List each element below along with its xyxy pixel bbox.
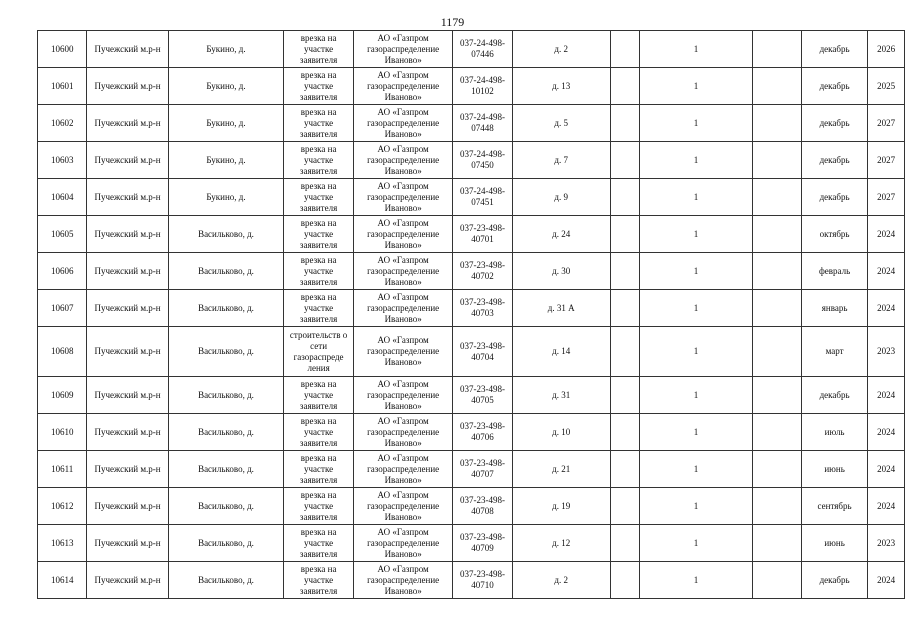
count-cell: 1 <box>640 290 753 327</box>
table-row <box>38 327 905 377</box>
district-cell: Пучежский м.р-н <box>87 488 168 525</box>
table-row <box>38 31 905 68</box>
row-number-cell: 10600 <box>38 31 87 68</box>
locality-cell: Васильково, д. <box>168 327 284 377</box>
district-cell: Пучежский м.р-н <box>87 377 168 414</box>
year-cell: 2024 <box>868 451 905 488</box>
district-cell: Пучежский м.р-н <box>87 451 168 488</box>
work-type-cell: врезка на участке заявителя <box>284 525 354 562</box>
work-type-cell: врезка на участке заявителя <box>284 216 354 253</box>
address-cell: д. 31 А <box>512 290 610 327</box>
month-cell: октябрь <box>801 216 867 253</box>
district-cell: Пучежский м.р-н <box>87 327 168 377</box>
year-cell: 2024 <box>868 488 905 525</box>
empty-cell <box>610 142 639 179</box>
district-cell: Пучежский м.р-н <box>87 105 168 142</box>
year-cell: 2024 <box>868 216 905 253</box>
empty-cell <box>752 327 801 377</box>
object-code-cell: 037-24-498-07451 <box>453 179 512 216</box>
address-cell: д. 7 <box>512 142 610 179</box>
organization-cell: АО «Газпром газораспределение Иваново» <box>353 488 452 525</box>
empty-cell <box>752 414 801 451</box>
count-cell: 1 <box>640 142 753 179</box>
locality-cell: Букино, д. <box>168 179 284 216</box>
district-cell: Пучежский м.р-н <box>87 68 168 105</box>
table-row <box>38 105 905 142</box>
table-row <box>38 179 905 216</box>
organization-cell: АО «Газпром газораспределение Иваново» <box>353 142 452 179</box>
year-cell: 2026 <box>868 31 905 68</box>
address-cell: д. 21 <box>512 451 610 488</box>
district-cell: Пучежский м.р-н <box>87 414 168 451</box>
count-cell: 1 <box>640 488 753 525</box>
object-code-cell: 037-24-498-07446 <box>453 31 512 68</box>
empty-cell <box>610 414 639 451</box>
empty-cell <box>610 451 639 488</box>
locality-cell: Васильково, д. <box>168 525 284 562</box>
month-cell: декабрь <box>801 562 867 599</box>
object-code-cell: 037-23-498-40710 <box>453 562 512 599</box>
work-type-cell: врезка на участке заявителя <box>284 377 354 414</box>
row-number-cell: 10612 <box>38 488 87 525</box>
object-code-cell: 037-24-498-07450 <box>453 142 512 179</box>
month-cell: декабрь <box>801 105 867 142</box>
count-cell: 1 <box>640 179 753 216</box>
month-cell: сентябрь <box>801 488 867 525</box>
empty-cell <box>752 377 801 414</box>
locality-cell: Васильково, д. <box>168 290 284 327</box>
year-cell: 2027 <box>868 179 905 216</box>
year-cell: 2024 <box>868 414 905 451</box>
table-row <box>38 216 905 253</box>
month-cell: январь <box>801 290 867 327</box>
empty-cell <box>610 105 639 142</box>
year-cell: 2023 <box>868 327 905 377</box>
address-cell: д. 14 <box>512 327 610 377</box>
work-type-cell: врезка на участке заявителя <box>284 290 354 327</box>
work-type-cell: врезка на участке заявителя <box>284 253 354 290</box>
page-number: 1179 <box>440 15 465 29</box>
month-cell: июнь <box>801 525 867 562</box>
address-cell: д. 30 <box>512 253 610 290</box>
address-cell: д. 2 <box>512 562 610 599</box>
locality-cell: Букино, д. <box>168 31 284 68</box>
organization-cell: АО «Газпром газораспределение Иваново» <box>353 377 452 414</box>
year-cell: 2024 <box>868 290 905 327</box>
empty-cell <box>752 31 801 68</box>
address-cell: д. 2 <box>512 31 610 68</box>
object-code-cell: 037-23-498-40706 <box>453 414 512 451</box>
district-cell: Пучежский м.р-н <box>87 562 168 599</box>
object-code-cell: 037-24-498-10102 <box>453 68 512 105</box>
locality-cell: Букино, д. <box>168 105 284 142</box>
object-code-cell: 037-23-498-40702 <box>453 253 512 290</box>
row-number-cell: 10607 <box>38 290 87 327</box>
month-cell: декабрь <box>801 31 867 68</box>
count-cell: 1 <box>640 68 753 105</box>
row-number-cell: 10606 <box>38 253 87 290</box>
address-cell: д. 19 <box>512 488 610 525</box>
organization-cell: АО «Газпром газораспределение Иваново» <box>353 68 452 105</box>
table-row <box>38 451 905 488</box>
empty-cell <box>610 327 639 377</box>
address-cell: д. 12 <box>512 525 610 562</box>
row-number-cell: 10614 <box>38 562 87 599</box>
empty-cell <box>752 216 801 253</box>
address-cell: д. 9 <box>512 179 610 216</box>
count-cell: 1 <box>640 414 753 451</box>
district-cell: Пучежский м.р-н <box>87 142 168 179</box>
organization-cell: АО «Газпром газораспределение Иваново» <box>353 216 452 253</box>
month-cell: февраль <box>801 253 867 290</box>
table-row <box>38 377 905 414</box>
empty-cell <box>752 290 801 327</box>
empty-cell <box>610 68 639 105</box>
organization-cell: АО «Газпром газораспределение Иваново» <box>353 253 452 290</box>
table-row <box>38 414 905 451</box>
address-cell: д. 10 <box>512 414 610 451</box>
object-code-cell: 037-24-498-07448 <box>453 105 512 142</box>
object-code-cell: 037-23-498-40708 <box>453 488 512 525</box>
count-cell: 1 <box>640 377 753 414</box>
work-type-cell: врезка на участке заявителя <box>284 142 354 179</box>
row-number-cell: 10611 <box>38 451 87 488</box>
table-row <box>38 142 905 179</box>
organization-cell: АО «Газпром газораспределение Иваново» <box>353 525 452 562</box>
locality-cell: Васильково, д. <box>168 451 284 488</box>
object-code-cell: 037-23-498-40705 <box>453 377 512 414</box>
address-cell: д. 24 <box>512 216 610 253</box>
empty-cell <box>752 105 801 142</box>
work-type-cell: врезка на участке заявителя <box>284 68 354 105</box>
empty-cell <box>610 31 639 68</box>
work-type-cell: строительств о сети газораспреде ления <box>284 327 354 377</box>
month-cell: март <box>801 327 867 377</box>
row-number-cell: 10603 <box>38 142 87 179</box>
count-cell: 1 <box>640 105 753 142</box>
month-cell: декабрь <box>801 142 867 179</box>
empty-cell <box>752 451 801 488</box>
year-cell: 2027 <box>868 105 905 142</box>
object-code-cell: 037-23-498-40703 <box>453 290 512 327</box>
empty-cell <box>610 179 639 216</box>
year-cell: 2024 <box>868 562 905 599</box>
district-cell: Пучежский м.р-н <box>87 253 168 290</box>
empty-cell <box>752 68 801 105</box>
empty-cell <box>752 179 801 216</box>
district-cell: Пучежский м.р-н <box>87 216 168 253</box>
object-code-cell: 037-23-498-40704 <box>453 327 512 377</box>
count-cell: 1 <box>640 31 753 68</box>
organization-cell: АО «Газпром газораспределение Иваново» <box>353 327 452 377</box>
count-cell: 1 <box>640 525 753 562</box>
work-type-cell: врезка на участке заявителя <box>284 31 354 68</box>
table-row <box>38 562 905 599</box>
year-cell: 2024 <box>868 377 905 414</box>
empty-cell <box>610 525 639 562</box>
month-cell: декабрь <box>801 68 867 105</box>
empty-cell <box>610 216 639 253</box>
empty-cell <box>752 562 801 599</box>
count-cell: 1 <box>640 253 753 290</box>
organization-cell: АО «Газпром газораспределение Иваново» <box>353 562 452 599</box>
row-number-cell: 10613 <box>38 525 87 562</box>
row-number-cell: 10608 <box>38 327 87 377</box>
locality-cell: Васильково, д. <box>168 377 284 414</box>
work-type-cell: врезка на участке заявителя <box>284 414 354 451</box>
table-body <box>38 31 905 599</box>
table-row <box>38 488 905 525</box>
address-cell: д. 5 <box>512 105 610 142</box>
organization-cell: АО «Газпром газораспределение Иваново» <box>353 105 452 142</box>
work-type-cell: врезка на участке заявителя <box>284 105 354 142</box>
count-cell: 1 <box>640 216 753 253</box>
table-row <box>38 253 905 290</box>
address-cell: д. 13 <box>512 68 610 105</box>
row-number-cell: 10609 <box>38 377 87 414</box>
object-code-cell: 037-23-498-40709 <box>453 525 512 562</box>
district-cell: Пучежский м.р-н <box>87 31 168 68</box>
organization-cell: АО «Газпром газораспределение Иваново» <box>353 31 452 68</box>
empty-cell <box>610 488 639 525</box>
empty-cell <box>610 377 639 414</box>
month-cell: декабрь <box>801 179 867 216</box>
empty-cell <box>752 142 801 179</box>
table-row <box>38 525 905 562</box>
count-cell: 1 <box>640 562 753 599</box>
empty-cell <box>752 488 801 525</box>
district-cell: Пучежский м.р-н <box>87 179 168 216</box>
object-code-cell: 037-23-498-40701 <box>453 216 512 253</box>
work-type-cell: врезка на участке заявителя <box>284 488 354 525</box>
table-row <box>38 68 905 105</box>
work-type-cell: врезка на участке заявителя <box>284 451 354 488</box>
month-cell: июль <box>801 414 867 451</box>
row-number-cell: 10601 <box>38 68 87 105</box>
address-cell: д. 31 <box>512 377 610 414</box>
count-cell: 1 <box>640 451 753 488</box>
row-number-cell: 10602 <box>38 105 87 142</box>
year-cell: 2025 <box>868 68 905 105</box>
locality-cell: Васильково, д. <box>168 216 284 253</box>
locality-cell: Васильково, д. <box>168 414 284 451</box>
work-type-cell: врезка на участке заявителя <box>284 562 354 599</box>
empty-cell <box>610 253 639 290</box>
row-number-cell: 10604 <box>38 179 87 216</box>
locality-cell: Букино, д. <box>168 142 284 179</box>
organization-cell: АО «Газпром газораспределение Иваново» <box>353 414 452 451</box>
table-row <box>38 290 905 327</box>
row-number-cell: 10605 <box>38 216 87 253</box>
count-cell: 1 <box>640 327 753 377</box>
district-cell: Пучежский м.р-н <box>87 525 168 562</box>
row-number-cell: 10610 <box>38 414 87 451</box>
empty-cell <box>610 562 639 599</box>
district-cell: Пучежский м.р-н <box>87 290 168 327</box>
locality-cell: Васильково, д. <box>168 562 284 599</box>
gasification-registry-table <box>37 30 905 599</box>
work-type-cell: врезка на участке заявителя <box>284 179 354 216</box>
object-code-cell: 037-23-498-40707 <box>453 451 512 488</box>
organization-cell: АО «Газпром газораспределение Иваново» <box>353 290 452 327</box>
locality-cell: Васильково, д. <box>168 253 284 290</box>
year-cell: 2024 <box>868 253 905 290</box>
empty-cell <box>752 525 801 562</box>
empty-cell <box>610 290 639 327</box>
month-cell: июнь <box>801 451 867 488</box>
month-cell: декабрь <box>801 377 867 414</box>
locality-cell: Васильково, д. <box>168 488 284 525</box>
locality-cell: Букино, д. <box>168 68 284 105</box>
organization-cell: АО «Газпром газораспределение Иваново» <box>353 451 452 488</box>
year-cell: 2023 <box>868 525 905 562</box>
year-cell: 2027 <box>868 142 905 179</box>
empty-cell <box>752 253 801 290</box>
organization-cell: АО «Газпром газораспределение Иваново» <box>353 179 452 216</box>
